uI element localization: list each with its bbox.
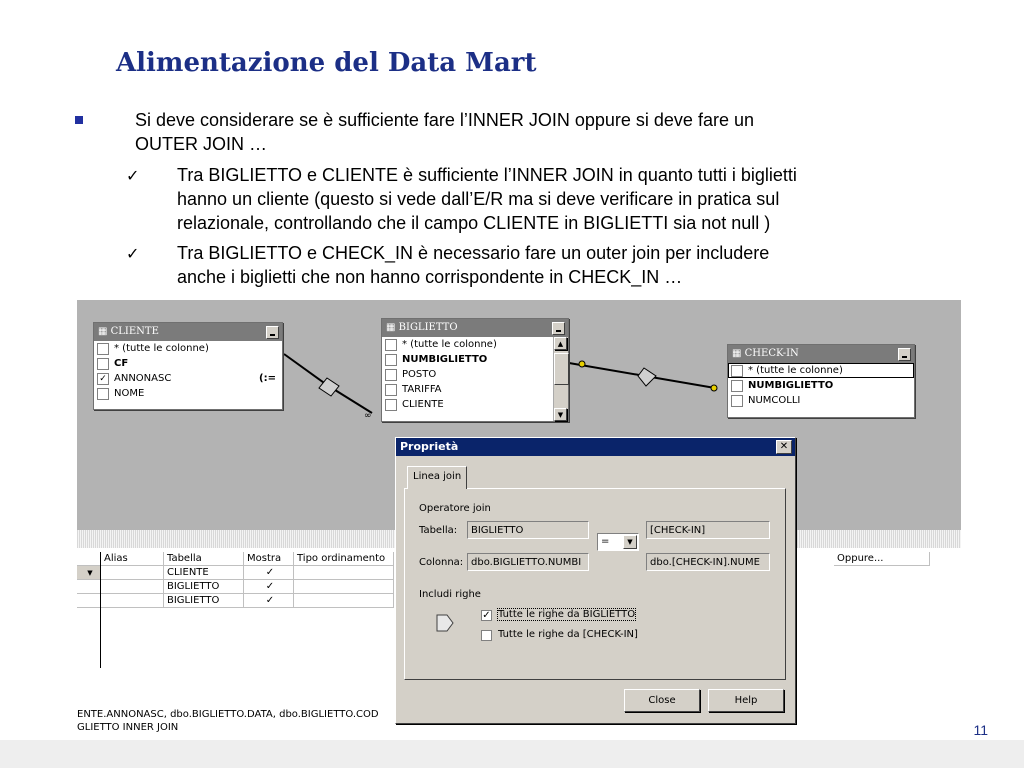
biglietto-column[interactable]: POSTO: [382, 367, 568, 382]
option1-checkbox[interactable]: ✓: [482, 610, 491, 621]
scroll-thumb[interactable]: [554, 353, 569, 385]
grid-header-tabella[interactable]: Tabella: [164, 552, 244, 566]
checkin-column[interactable]: NUMCOLLI: [728, 393, 914, 408]
checkmark-icon: ✓: [126, 246, 140, 263]
close-icon[interactable]: ✕: [776, 440, 792, 454]
column-checkbox[interactable]: [385, 339, 397, 351]
column-checkbox[interactable]: [731, 365, 743, 377]
column-label: Colonna:: [419, 557, 464, 568]
grid-cell-tabella[interactable]: CLIENTE: [164, 566, 244, 580]
bullet-square-icon: [75, 116, 83, 124]
biglietto-table[interactable]: [381, 318, 569, 422]
grid-header-oppure[interactable]: Oppure...: [834, 552, 930, 566]
grid-header-tipo-ordinamento[interactable]: Tipo ordinamento: [294, 552, 394, 566]
checkin-table[interactable]: [727, 344, 915, 418]
slide-title: Alimentazione del Data Mart: [116, 48, 537, 78]
checkin-column[interactable]: * (tutte le colonne): [728, 363, 914, 378]
grid-cell-mostra[interactable]: ✓: [244, 566, 294, 580]
operator-value: =: [601, 536, 610, 547]
dialog-title: Proprietà: [400, 440, 459, 453]
row-selector-dropdown-icon[interactable]: ▼: [77, 566, 101, 580]
left-table-field: BIGLIETTO: [467, 521, 589, 539]
chevron-down-icon[interactable]: ▼: [623, 535, 637, 549]
cliente-table-title: CLIENTE: [110, 326, 159, 337]
operator-select[interactable]: [597, 533, 639, 551]
left-column-field: dbo.BIGLIETTO.NUMBI: [467, 553, 589, 571]
biglietto-column[interactable]: CLIENTE: [382, 397, 568, 412]
grid-header-mostra[interactable]: Mostra: [244, 552, 294, 566]
option2-checkbox[interactable]: [481, 630, 492, 641]
page-number: 11: [973, 722, 988, 738]
checkmark-icon: ✓: [126, 168, 140, 185]
sub-bullet-1-line-3: relazionale, controllando che il campo CLIENTE in BIGLIETTI sia not null ): [177, 213, 771, 233]
scroll-up-icon[interactable]: ▲: [554, 337, 567, 350]
grid-cell-sort[interactable]: [294, 566, 394, 580]
checkin-table-title: CHECK-IN: [744, 348, 799, 359]
cliente-column[interactable]: ✓ ANNONASC (:=: [94, 371, 282, 386]
close-button[interactable]: Close: [624, 689, 700, 712]
sub-bullet-2-line-2: anche i biglietti che non hanno corrispondente in CHECK_IN …: [177, 267, 683, 287]
grid-cell-mostra[interactable]: ✓: [244, 580, 294, 594]
sort-marker: (:=: [259, 373, 276, 384]
minimize-button[interactable]: [898, 348, 911, 361]
biglietto-column[interactable]: NUMBIGLIETTO: [382, 352, 568, 367]
bullet-text-line-2: OUTER JOIN …: [135, 134, 268, 154]
scrollbar[interactable]: [553, 337, 568, 421]
cliente-column[interactable]: * (tutte le colonne): [94, 341, 282, 356]
grid-cell-mostra[interactable]: ✓: [244, 594, 294, 608]
sql-line: ENTE.ANNONASC, dbo.BIGLIETTO.DATA, dbo.BIGLIETTO.COD: [77, 709, 379, 720]
column-checkbox[interactable]: [97, 358, 109, 370]
table-icon: ▦: [732, 348, 745, 359]
column-checkbox[interactable]: [97, 388, 109, 400]
checkin-column[interactable]: NUMBIGLIETTO: [728, 378, 914, 393]
svg-text:∞: ∞: [364, 411, 372, 421]
column-checkbox[interactable]: [385, 354, 397, 366]
sub-bullet-1-line-1: Tra BIGLIETTO e CLIENTE è sufficiente l’INNER JOIN in quanto tutti i biglietti: [177, 165, 797, 185]
sub-bullet-1-line-2: hanno un cliente (questo si vede dall’E/R ma si deve verificare in pratica sul: [177, 189, 780, 209]
table-label: Tabella:: [419, 525, 458, 536]
table-icon: ▦: [98, 326, 111, 337]
column-checkbox[interactable]: [731, 380, 743, 392]
minimize-button[interactable]: [266, 326, 279, 339]
help-button[interactable]: Help: [708, 689, 784, 712]
minimize-button[interactable]: [552, 322, 565, 335]
biglietto-table-title: BIGLIETTO: [398, 322, 458, 333]
right-table-field: [CHECK-IN]: [646, 521, 770, 539]
cliente-column[interactable]: NOME: [94, 386, 282, 401]
grid-cell-tabella[interactable]: BIGLIETTO: [164, 580, 244, 594]
join-panel: [404, 488, 786, 680]
cliente-table[interactable]: [93, 322, 283, 410]
scroll-down-icon[interactable]: ▼: [554, 408, 567, 421]
operator-label: Operatore join: [419, 503, 491, 514]
grid-cell-alias[interactable]: [101, 580, 164, 594]
biglietto-column[interactable]: * (tutte le colonne): [382, 337, 568, 352]
grid-cell-alias[interactable]: [101, 566, 164, 580]
sql-line: GLIETTO INNER JOIN: [77, 722, 179, 733]
grid-cell-sort[interactable]: [294, 580, 394, 594]
column-checkbox-checked[interactable]: ✓: [97, 373, 109, 385]
sub-bullet-2-line-1: Tra BIGLIETTO e CHECK_IN è necessario fare un outer join per includere: [177, 243, 770, 263]
column-checkbox[interactable]: [97, 343, 109, 355]
grid-cell-tabella[interactable]: BIGLIETTO: [164, 594, 244, 608]
footer-bar: [0, 740, 1024, 768]
column-checkbox[interactable]: [385, 384, 397, 396]
grid-cell-alias[interactable]: [101, 594, 164, 608]
grid-header-alias[interactable]: Alias: [101, 552, 164, 566]
option2-label[interactable]: Tutte le righe da [CHECK-IN]: [498, 629, 638, 640]
option1-label[interactable]: Tutte le righe da BIGLIETTO: [498, 609, 636, 620]
sql-pane[interactable]: [77, 708, 379, 734]
properties-dialog: [395, 437, 796, 724]
column-checkbox[interactable]: [385, 399, 397, 411]
table-icon: ▦: [386, 322, 399, 333]
join-type-icon: [435, 613, 455, 633]
include-rows-label: Includi righe: [419, 589, 481, 600]
column-checkbox[interactable]: [731, 395, 743, 407]
cliente-column[interactable]: CF: [94, 356, 282, 371]
biglietto-column[interactable]: TARIFFA: [382, 382, 568, 397]
bullet-text-line-1: Si deve considerare se è sufficiente fare l’INNER JOIN oppure si deve fare un: [135, 110, 754, 130]
column-checkbox[interactable]: [385, 369, 397, 381]
right-column-field: dbo.[CHECK-IN].NUME: [646, 553, 770, 571]
tab-linea-join[interactable]: Linea join: [407, 466, 467, 489]
grid-cell-sort[interactable]: [294, 594, 394, 608]
